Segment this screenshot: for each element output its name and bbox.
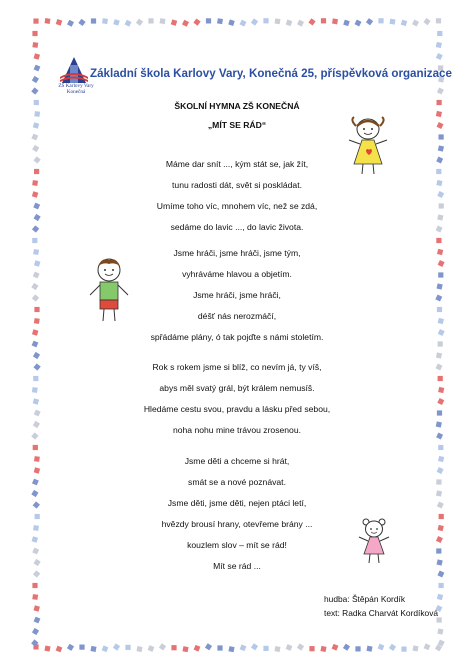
border-square xyxy=(171,645,176,650)
verse-line: Jsme děti, jsme děti, nejen ptáci letí, xyxy=(167,498,307,508)
verse-line: Jsme hráči, jsme hráči, jsme tým, xyxy=(173,248,301,258)
border-square xyxy=(125,20,132,27)
border-square xyxy=(67,20,74,27)
border-square xyxy=(286,20,293,27)
stanza-1 xyxy=(0,154,474,238)
credits xyxy=(324,592,438,620)
border-square xyxy=(240,644,247,651)
verse-line: sedáme do lavic ..., do lavic života. xyxy=(170,222,304,232)
border-square xyxy=(193,18,200,25)
boy-green-shirt-icon xyxy=(86,257,132,325)
border-square xyxy=(297,20,304,27)
stanza-2 xyxy=(0,243,474,348)
verse-line: Hledáme cestu svou, pravdu a lásku před sebou, xyxy=(143,404,331,414)
logo-caption-line2: Konečná xyxy=(66,89,86,95)
verse-line: Máme dar snít ..., kým stát se, jak žít, xyxy=(165,159,309,169)
border-square xyxy=(401,20,408,27)
border-square xyxy=(171,19,178,26)
border-square xyxy=(228,19,235,26)
border-square xyxy=(297,643,304,650)
border-square xyxy=(136,19,143,26)
border-square xyxy=(32,31,37,36)
border-square xyxy=(308,18,315,25)
border-square xyxy=(148,18,153,23)
verse-line: Mít se rád ... xyxy=(213,561,261,571)
stanza-4 xyxy=(0,451,474,577)
border-square xyxy=(439,134,444,139)
border-square xyxy=(343,644,350,651)
border-square xyxy=(436,42,442,48)
border-square xyxy=(34,617,41,624)
border-square xyxy=(34,65,41,72)
verse-line: kouzlem slov – mít se rád! xyxy=(187,540,287,550)
border-square xyxy=(424,643,431,650)
border-square xyxy=(343,20,350,27)
border-square xyxy=(439,583,444,588)
border-square xyxy=(205,643,212,650)
border-square xyxy=(355,20,362,27)
verse-line: vyhráváme hlavou a objetím. xyxy=(182,269,292,279)
border-square xyxy=(240,20,247,27)
logo-caption-line1: ZŠ Karlovy Vary xyxy=(58,83,94,89)
border-square xyxy=(412,20,419,27)
border-square xyxy=(91,18,96,23)
border-square xyxy=(437,628,443,634)
border-square xyxy=(148,645,155,652)
verse-line: abys měl svatý grál, být králem nemusíš. xyxy=(159,383,315,393)
border-square xyxy=(438,145,444,151)
border-square xyxy=(320,646,326,652)
border-square xyxy=(194,645,201,652)
border-square xyxy=(378,18,383,23)
border-square xyxy=(251,18,258,25)
border-square xyxy=(136,646,142,652)
border-square xyxy=(423,18,430,25)
verse-line: smát se a nové poznávat. xyxy=(188,477,286,487)
border-square xyxy=(33,445,38,450)
border-square xyxy=(34,111,40,117)
border-square xyxy=(438,445,443,450)
border-square xyxy=(67,644,74,651)
border-square xyxy=(44,646,50,652)
border-square xyxy=(228,646,234,652)
verse-line: noha nohu mine trávou zrosenou. xyxy=(172,425,302,435)
border-square xyxy=(31,134,38,141)
border-square xyxy=(390,19,396,25)
border-square xyxy=(309,646,314,651)
border-square xyxy=(217,18,223,24)
border-square xyxy=(32,145,39,152)
border-square xyxy=(332,644,339,651)
school-name: Základní škola Karlovy Vary, Konečná 25, příspěvková organizace xyxy=(90,67,452,80)
school-crest-icon xyxy=(58,55,94,101)
border-square xyxy=(366,646,372,652)
border-square xyxy=(412,645,418,651)
border-square xyxy=(113,643,120,650)
border-square xyxy=(355,646,360,651)
border-square xyxy=(32,594,38,600)
border-square xyxy=(125,645,130,650)
border-square xyxy=(182,646,188,652)
border-square xyxy=(366,18,373,25)
border-square xyxy=(378,644,385,651)
border-square xyxy=(90,646,96,652)
verse-line: déšť nás nerozmáčí, xyxy=(197,311,277,321)
border-square xyxy=(102,645,109,652)
border-square xyxy=(160,18,166,24)
border-square xyxy=(401,647,406,652)
border-square xyxy=(263,646,268,651)
girl-yellow-dress-icon xyxy=(346,114,390,178)
border-square xyxy=(34,53,40,59)
border-square xyxy=(217,645,222,650)
border-square xyxy=(332,18,338,24)
border-square xyxy=(263,18,268,23)
border-square xyxy=(45,18,51,24)
border-square xyxy=(32,76,39,83)
border-square xyxy=(182,20,189,27)
border-square xyxy=(31,87,38,94)
verse-line: Jsme děti a chceme si hrát, xyxy=(184,456,290,466)
school-header xyxy=(58,55,452,103)
border-square xyxy=(78,19,85,26)
border-square xyxy=(113,19,120,26)
music-credit: hudba: Štěpán Kordík xyxy=(324,594,406,604)
border-square xyxy=(56,19,63,26)
border-square xyxy=(437,31,442,36)
border-square xyxy=(275,18,281,24)
border-square xyxy=(102,18,108,24)
verse-line: Umíme toho víc, mnohem víc, než se zdá, xyxy=(156,201,318,211)
anthem-heading: ŠKOLNÍ HYMNA ZŠ KONEČNÁ xyxy=(174,101,300,111)
border-square xyxy=(159,643,166,650)
verse-line: Jsme hráči, jsme hráči, xyxy=(193,290,281,300)
verse-line: hvězdy brousí hrany, otevřeme brány ... xyxy=(161,519,313,529)
border-square xyxy=(33,19,38,24)
border-square xyxy=(321,18,326,23)
border-square xyxy=(33,605,39,611)
border-square xyxy=(436,111,442,117)
border-square xyxy=(286,644,293,651)
border-square xyxy=(32,42,38,48)
lyrics-credit: text: Radka Charvát Kordíková xyxy=(324,608,439,618)
border-square xyxy=(56,646,63,653)
border-square xyxy=(32,583,37,588)
border-square xyxy=(251,643,258,650)
stanza-3 xyxy=(0,357,474,441)
girl-pink-dress-icon xyxy=(354,516,394,566)
border-square xyxy=(206,18,211,23)
verse-line: Rok s rokem jsme si blíž, co nevím já, ty víš, xyxy=(152,362,322,372)
anthem-subtitle: „MÍT SE RÁD“ xyxy=(207,120,267,130)
border-square xyxy=(274,646,280,652)
verse-line: spřádáme plány, ó tak pojďte s námi stoletím. xyxy=(150,332,324,342)
border-square xyxy=(436,18,441,23)
border-square xyxy=(32,628,39,635)
border-square xyxy=(79,645,84,650)
border-square xyxy=(389,644,396,651)
verse-line: tunu radosti dát, svět si poskládat. xyxy=(172,180,302,190)
